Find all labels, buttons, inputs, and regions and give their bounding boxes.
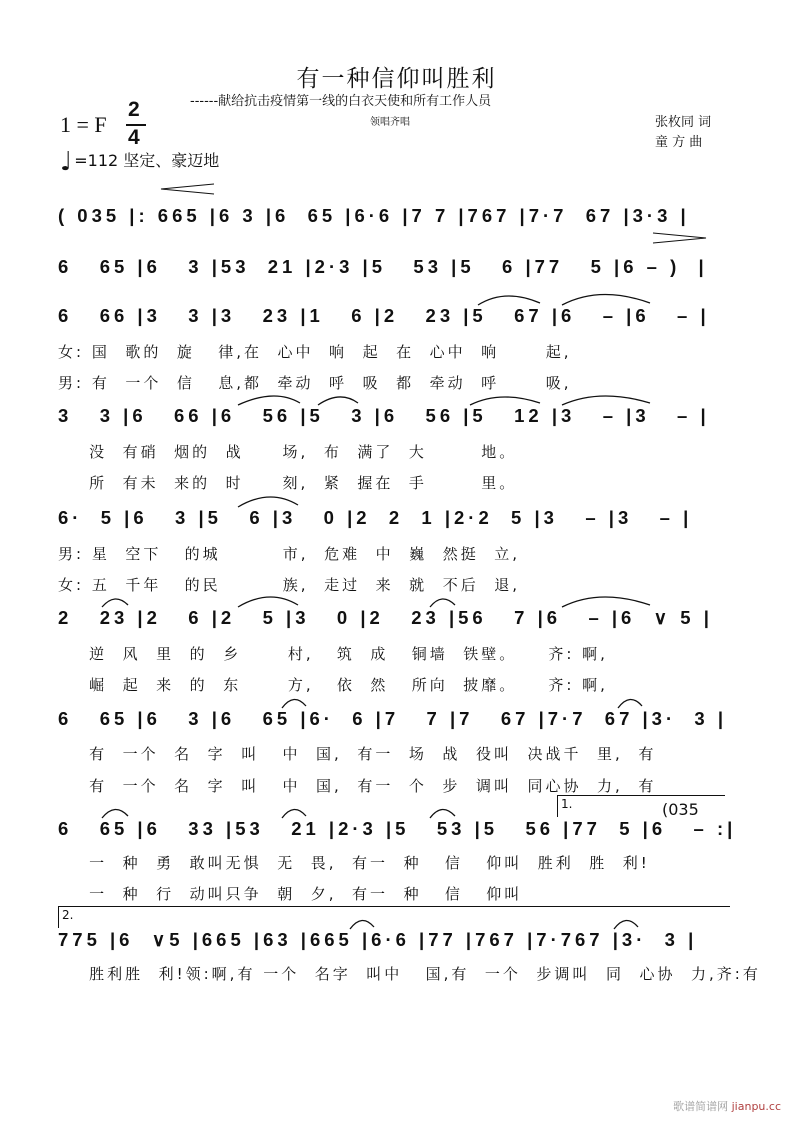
lyric-line-10: 有 一个 名 字 叫 中 国, 有一 个 步 调叫 同心协 力, 有 [58,777,657,795]
lyric-line-7: 逆 风 里 的 乡 村, 筑 成 铜墙 铁壁。 齐: 啊, [58,645,608,663]
key-signature: 1 = F [60,112,107,137]
lyric-line-2: 男: 有 一个 信 息,都 牵动 呼 吸 都 牵动 呼 吸, [58,374,572,392]
music-line-3: 6 66 |3 3 |3 23 |1 6 |2 23 |5 67 |6 – |6 – | [58,305,710,326]
watermark-url: jianpu.cc [731,1100,781,1113]
music-line-5: 6· 5 |6 3 |5 6 |3 0 |2 2 1 |2·2 5 |3 – |3 – | [58,507,693,528]
music-line-1: ( 035 |: 665 |6 3 |6 65 |6·6 |7 7 |767 |7·7 67 |3·3 | [58,205,690,226]
performance-mode: 领唱齐唱 [370,117,410,128]
music-line-4: 3 3 |6 66 |6 56 |5 3 |6 56 |5 12 |3 – |3 – | [58,405,710,426]
lyric-line-5: 男: 星 空下 的城 市, 危难 中 巍 然挺 立, [58,545,521,563]
lyric-line-3: 没 有硝 烟的 战 场, 布 满了 大 地。 [58,443,518,461]
second-ending-label: 2. [62,908,74,922]
time-signature-top: 2 [128,98,140,121]
repeat-pickup: (035 [662,800,699,819]
music-line-2: 6 65 |6 3 |53 21 |2·3 |5 53 |5 6 |77 5 |6 – ) | [58,256,708,277]
lyric-line-13: 胜利胜 利!领:啊,有 一个 名字 叫中 国,有 一个 步调叫 同 心协 力,齐:有 [58,965,761,983]
lyric-line-6: 女: 五 千年 的民 族, 走过 来 就 不后 退, [58,576,521,594]
lyric-line-1: 女: 国 歌的 旋 律,在 心中 响 起 在 心中 响 起, [58,343,572,361]
song-title: 有一种信仰叫胜利 [296,66,497,92]
lyricist-credit: 张枚同 词 [655,115,712,130]
watermark-site: 歌谱简谱网 [673,1100,729,1113]
lyric-line-11: 一 种 勇 敢叫无惧 无 畏, 有一 种 信 仰叫 胜利 胜 利! [58,854,650,872]
site-watermark [673,1098,781,1114]
music-line-7: 6 65 |6 3 |6 65 |6· 6 |7 7 |7 67 |7·7 67 |3· 3 | [58,708,728,729]
lyric-line-9: 有 一个 名 字 叫 中 国, 有一 场 战 役叫 决战千 里, 有 [58,745,657,763]
tempo-text: =112 坚定、豪迈地 [74,151,220,170]
quarter-note-icon: ♩ [60,147,73,177]
music-line-6: 2 23 |2 6 |2 5 |3 0 |2 23 |56 7 |6 – |6 ∨ 5 | [58,607,713,628]
lyric-line-4: 所 有未 来的 时 刻, 紧 握在 手 里。 [58,474,518,492]
lyric-line-8: 崛 起 来 的 东 方, 依 然 所向 披靡。 齐: 啊, [58,676,608,694]
song-subtitle: ------献给抗击疫情第一线的白衣天使和所有工作人员 [190,94,492,109]
lyric-line-12: 一 种 行 动叫只争 朝 夕, 有一 种 信 仰叫 [58,885,523,903]
composer-credit: 童 方 曲 [655,135,703,150]
first-ending-label: 1. [561,797,573,811]
music-line-9: 775 |6 ∨5 |665 |63 |665 |6·6 |77 |767 |7·767 |3· 3 | [58,929,698,950]
music-line-8: 6 65 |6 33 |53 21 |2·3 |5 53 |5 56 |77 5 |6 – :| [58,818,737,839]
time-signature-bottom: 4 [128,126,140,149]
